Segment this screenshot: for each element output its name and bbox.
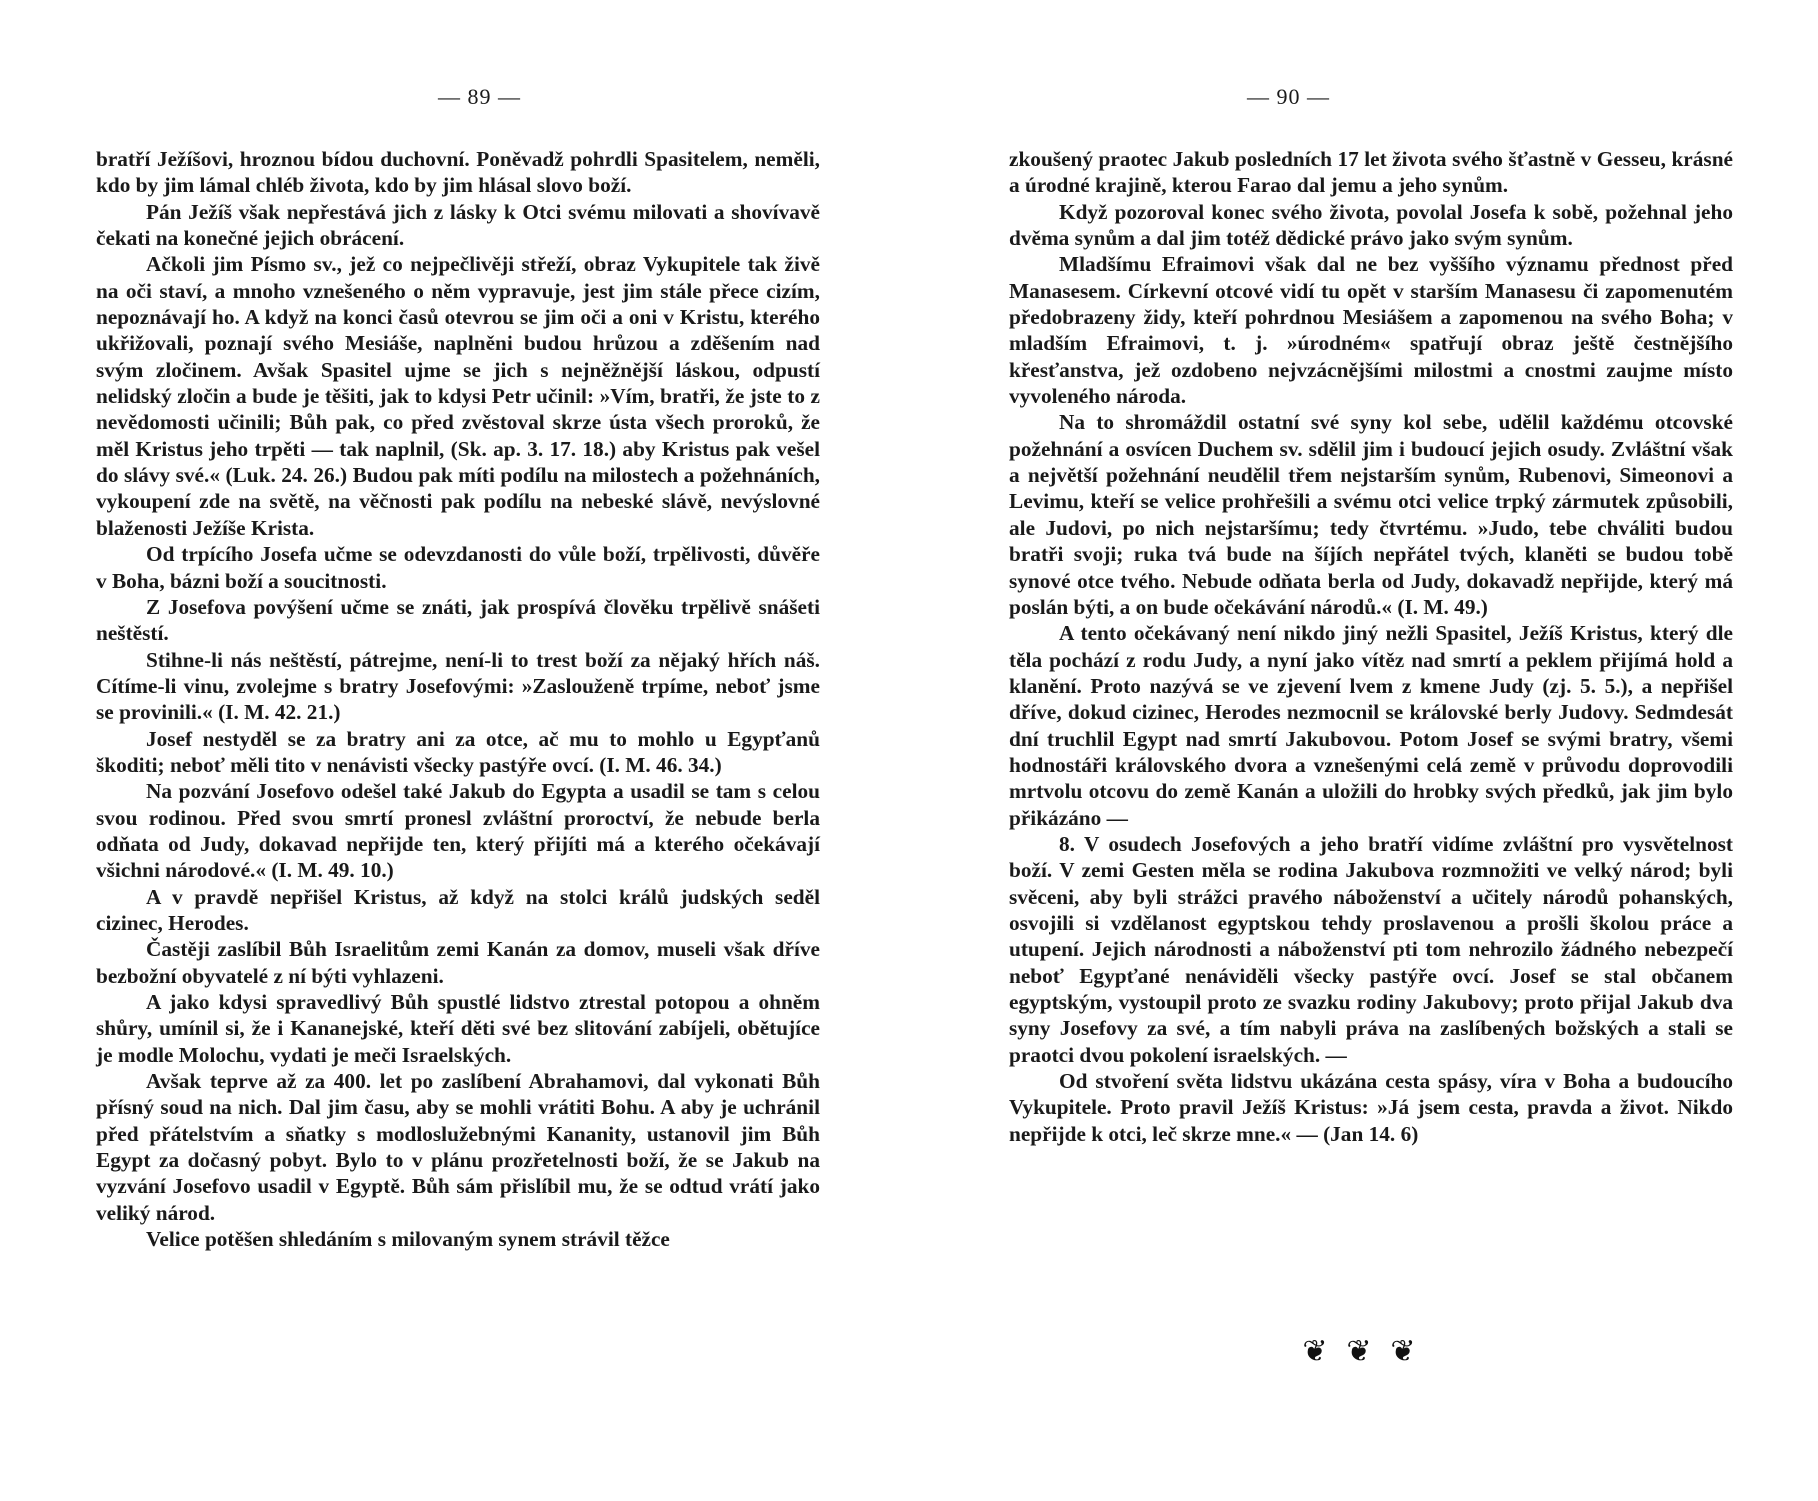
- paragraph: Od stvoření světa lidstvu ukázána cesta spásy, víra v Boha a budoucího Vykupitele. Proto pravil Ježíš Kristus: »Já jsem cesta, pravda a život. Nikdo nepřijde k otci, leč skrze mne.« — (Jan 14. 6): [1009, 1069, 1733, 1146]
- paragraph: Ačkoli jim Písmo sv., jež co nejpečlivěji střeží, obraz Vykupitele tak živě na oči staví, a mnoho vznešeného o něm vypravuje, jest jim stále přece cizím, nepoznávají ho. A když na konci časů otevrou se jim oči a oni v Kristu, kterého ukřižovali, poznají svého Mesiáše, naplněni budou hrůzou a zděšením nad svým zločinem. Avšak Spasitel ujme se jich s nejněžnější láskou, odpustí nelidský zločin a bude je těšiti, jak to kdysi Petr učinil: »Vím, bratři, že jste to z nevědomosti učinili; Bůh pak, co před zvěstoval skrze ústa všech proroků, že měl Kristus jeho trpěti — tak naplnil, (Sk. ap. 3. 17. 18.) aby Kristus pak vešel do slávy své.« (Luk. 24. 26.) Budou pak míti podílu na milostech a požehnáních, vykoupení zde na světě, na věčnosti pak podílu na nebeské slávě, nevýslovné blaženosti Ježíše Krista.: [96, 252, 820, 540]
- paragraph: Když pozoroval konec svého života, povolal Josefa k sobě, požehnal jeho dvěma synům a dal jim totéž dědické právo jako svým synům.: [1009, 199, 1733, 251]
- paragraph: Z Josefova povýšení učme se znáti, jak prospívá člověku trpělivě snášeti neštěstí.: [96, 594, 820, 646]
- paragraph: Stihne-li nás neštěstí, pátrejme, není-li to trest boží za nějaký hřích náš. Cítíme-li vinu, zvolejme s bratry Josefovými: »Zaslouženě trpíme, neboť jsme se provinili.« (I. M. 42. 21.): [96, 647, 820, 725]
- paragraph: A v pravdě nepřišel Kristus, až když na stolci králů judských seděl cizinec, Herodes.: [96, 884, 820, 935]
- paragraph: Na pozvání Josefovo odešel také Jakub do Egypta a usadil se tam s celou svou rodinou. Před svou smrtí pronesl zvláštní proroctví, že nebude berla odňata od Judy, dokavad nepřijde ten, který přijíti má a kterého očekávají všichni národové.« (I. M. 49. 10.): [96, 779, 820, 883]
- paragraph: Mladšímu Efraimovi však dal ne bez vyššího významu přednost před Manasesem. Církevní otcové vidí tu opět v starším Manasesu či zapomenutém předobrazeny židy, kteří pohrdnou Mesiášem a zapomenou na svého Boha; v mladším Efraimovi, t. j. »úrodném« spatřují obraz ještě čestnějšího křesťanstva, jež ozdobeno nejvzácnějšími milostmi a cnostmi zaujme místo vyvoleného národa.: [1009, 252, 1733, 409]
- ornament-divider: [1297, 1335, 1421, 1368]
- paragraph: Velice potěšen shledáním s milovaným synem strávil těžce: [146, 1227, 670, 1252]
- floral-ornament-icon: ❦: [1302, 1335, 1328, 1368]
- paragraph: zkoušený praotec Jakub posledních 17 let života svého šťastně v Gesseu, krásné a úrodné krajině, kterou Farao dal jemu a jeho synům.: [1009, 147, 1733, 198]
- right-page: [909, 0, 1818, 1501]
- page-number: — 89 —: [438, 84, 521, 109]
- paragraph: A tento očekávaný není nikdo jiný nežli Spasitel, Ježíš Kristus, který dle těla pochází z rodu Judy, a nyní jako vítěz nad smrtí a peklem přijímá hold a klanění. Proto nazývá se ve zjevení lvem z kmene Judy (zj. 5. 5.), a nepřišel dříve, dokud cizinec, Herodes nezmocnil se královské berly Judovy. Sedmdesát dní truchlil Egypt nad smrtí Jakubovou. Potom Josef se svými bratry, všemi hodnostáři královského dvora a vznešenými celá země v průvodu doprovodili mrtvolu otcovu do země Kanán a uložili do hrobky svých předků, jak jim bylo přikázáno —: [1009, 621, 1733, 830]
- paragraph: Častěji zaslíbil Bůh Israelitům zemi Kanán za domov, museli však dříve bezbožní obyvatelé z ní býti vyhlazeni.: [96, 937, 820, 988]
- floral-ornament-icon: ❦: [1390, 1335, 1416, 1368]
- left-page-text: [96, 146, 820, 1252]
- floral-ornament-icon: ❦: [1346, 1335, 1372, 1368]
- paragraph: 8. V osudech Josefových a jeho bratří vidíme zvláštní pro vysvětelnost boží. V zemi Gesten měla se rodina Jakubova rozmnožiti ve velký národ; byli svěceni, aby byli strážci pravého náboženství a učitely národů pohanských, osvojili si vzdělanost egyptskou tehdy proslavenou a prošli školou práce a utupení. Jejich národnosti a náboženství pti tom nehrozilo žádného nebezpečí neboť Egypťané nenáviděli všecky pastýře ovcí. Josef se stal občanem egyptským, vystoupil proto ze svazku rodiny Jakubovy; proto přijal Jakub dva syny Josefovy za své, a tím nabyli práva na zaslíbených božských a stali se praotci dvou pokolení israelských. —: [1009, 831, 1733, 1067]
- paragraph: Na to shromáždil ostatní své syny kol sebe, udělil každému otcovské požehnání a osvícen Duchem sv. sdělil jim i budoucí jejich osudy. Zvláštní však a největší požehnání neudělil třem nejstarším synům, Rubenovi, Simeonovi a Levimu, kteří se velice prohřešili a svému otci velice trpký zármutek způsobili, ale Judovi, po nich nejstaršímu; tedy čtvrtému. »Judo, tebe chváliti budou bratři svoji; ruka tvá bude na šíjích nepřátel tvých, klaněti se budou tobě synové otce tvého. Nebude odňata berla od Judy, dokavadž nepřijde, který má poslán býti, a on bude očekávání národů.« (I. M. 49.): [1009, 410, 1733, 619]
- page-number: — 90 —: [1247, 84, 1330, 109]
- paragraph: A jako kdysi spravedlivý Bůh spustlé lidstvo ztrestal potopou a ohněm shůry, umínil si, že i Kananejské, kteří děti své bez slitování zabíjeli, obětujíce je modle Molochu, vydati je meči Israelských.: [96, 990, 820, 1067]
- paragraph: Josef nestyděl se za bratry ani za otce, ač mu to mohlo u Egypťanů škoditi; neboť měli tito v nenávisti všecky pastýře ovcí. (I. M. 46. 34.): [96, 726, 820, 777]
- right-page-text: [1009, 146, 1733, 1147]
- paragraph: bratří Ježíšovi, hroznou bídou duchovní. Poněvadž pohrdli Spasitelem, neměli, kdo by jim lámal chléb života, kdo by jim hlásal slovo boží.: [96, 147, 820, 198]
- paragraph: Avšak teprve až za 400. let po zaslíbení Abrahamovi, dal vykonati Bůh přísný soud na nich. Dal jim času, aby se mohli vrátiti Bohu. A aby je uchránil před přátelstvím a sňatky s modloslužebnými Kananity, ustanovil jim Bůh Egypt za dočasný pobyt. Bylo to v plánu prozřetelnosti boží, že se Jakub na vyzvání Josefovo usadil v Egyptě. Bůh sám přislíbil mu, že se odtud vrátí jako veliký národ.: [96, 1069, 820, 1225]
- paragraph: Pán Ježíš však nepřestává jich z lásky k Otci svému milovati a shovívavě čekati na konečné jejich obrácení.: [96, 199, 820, 251]
- paragraph: Od trpícího Josefa učme se odevzdanosti do vůle boží, trpělivosti, důvěře v Boha, bázni boží a soucitnosti.: [96, 542, 820, 593]
